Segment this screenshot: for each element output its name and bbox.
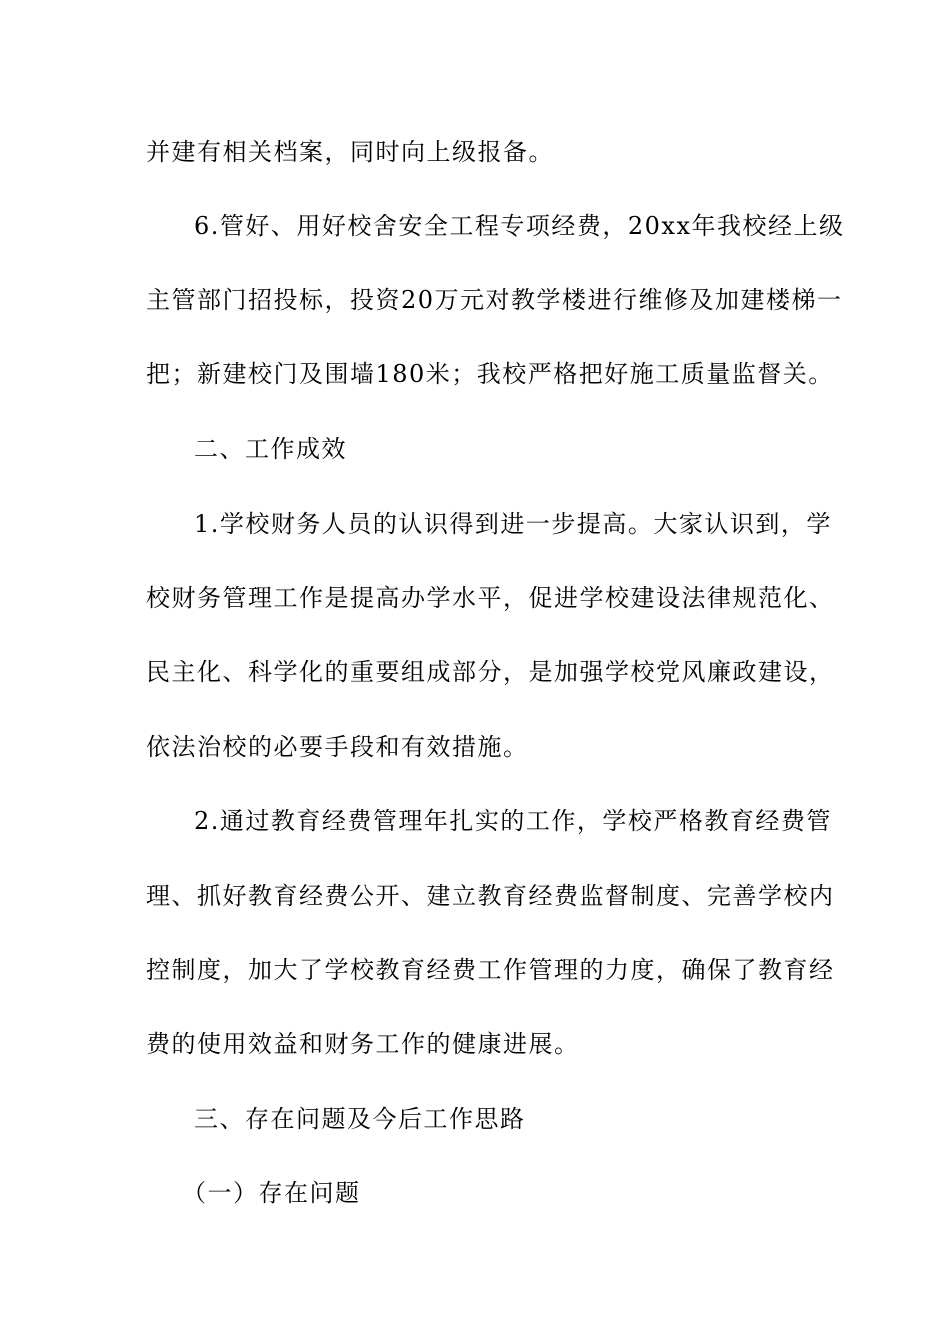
paragraph-line: 控制度，加大了学校教育经费工作管理的力度，确保了教育经	[146, 956, 835, 984]
paragraph-line: 并建有相关档案，同时向上级报备。	[146, 138, 554, 166]
paragraph-line: 2.通过教育经费管理年扎实的工作，学校严格教育经费管	[194, 807, 832, 835]
paragraph-line: 6.管好、用好校舍安全工程专项经费，20xx年我校经上级	[194, 212, 845, 240]
paragraph-line: 民主化、科学化的重要组成部分，是加强学校党风廉政建设，	[146, 658, 835, 686]
paragraph-line: 把；新建校门及围墙180米；我校严格把好施工质量监督关。	[146, 360, 834, 388]
section-heading: 二、工作成效	[194, 435, 347, 463]
paragraph-line: 主管部门招投标，投资20万元对教学楼进行维修及加建楼梯一	[146, 286, 843, 314]
paragraph-line: 理、抓好教育经费公开、建立教育经费监督制度、完善学校内	[146, 882, 835, 910]
section-heading: 三、存在问题及今后工作思路	[194, 1105, 526, 1133]
paragraph-line: 校财务管理工作是提高办学水平，促进学校建设法律规范化、	[146, 584, 835, 612]
paragraph-line: 依法治校的必要手段和有效措施。	[146, 733, 529, 761]
paragraph-line: 费的使用效益和财务工作的健康进展。	[146, 1030, 580, 1058]
paragraph-line: 1.学校财务人员的认识得到进一步提高。大家认识到，学	[194, 510, 832, 538]
subsection-heading: （一）存在问题	[182, 1179, 361, 1207]
